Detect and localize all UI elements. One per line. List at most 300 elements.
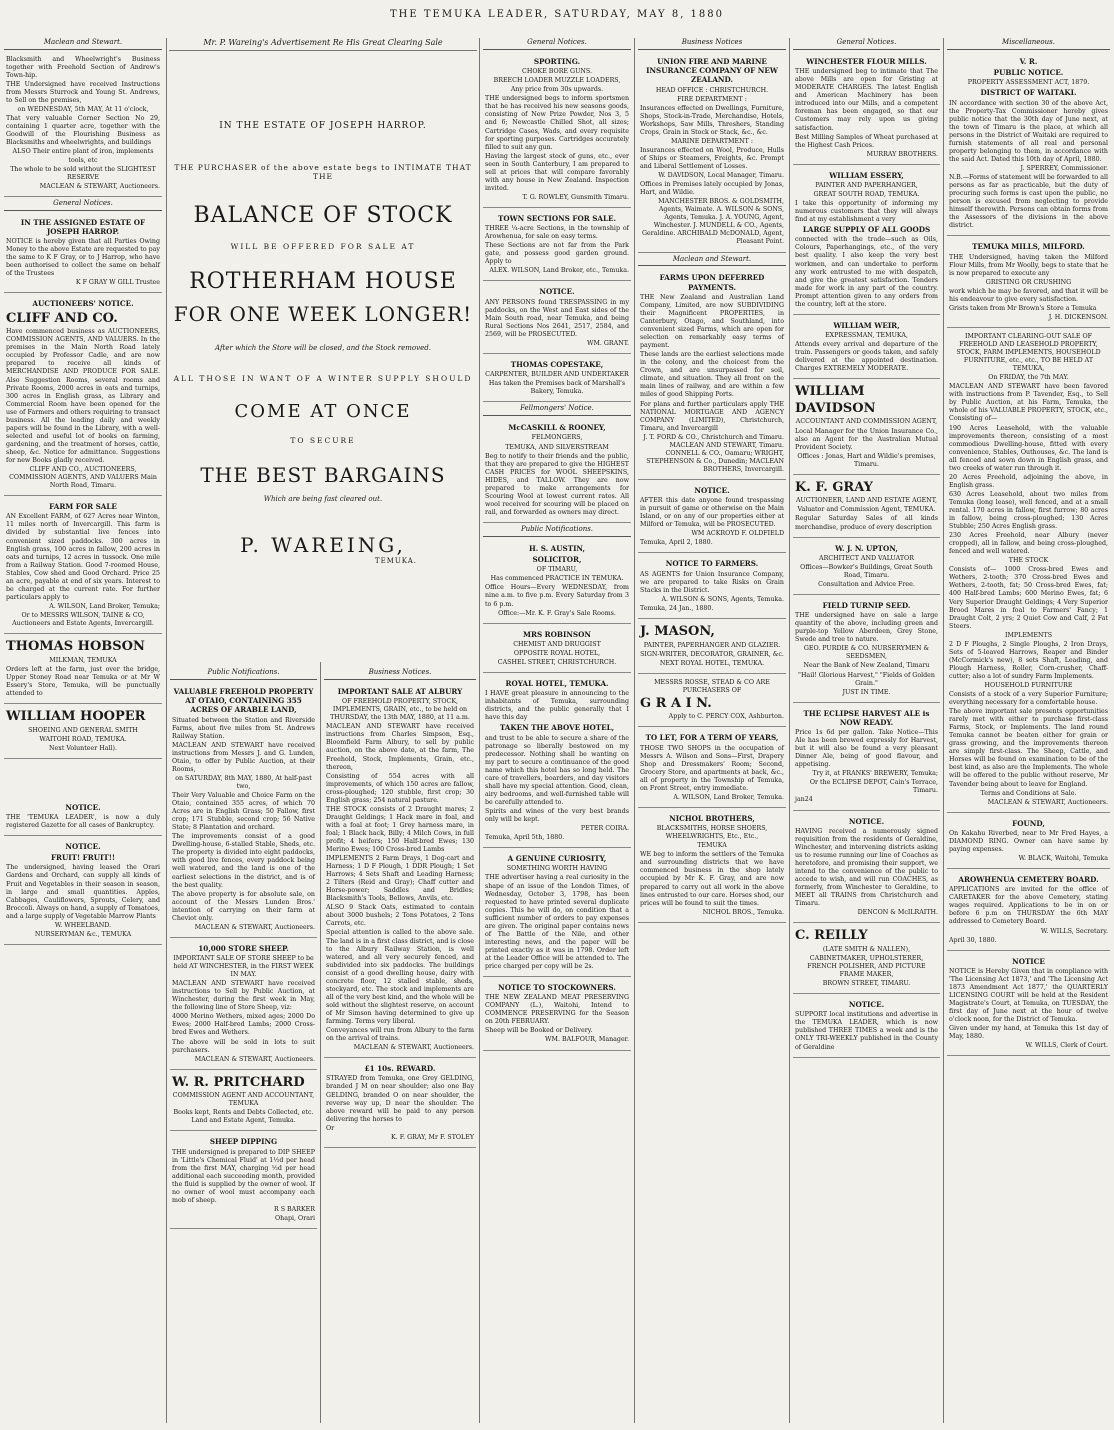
ad-address: WAITOHI ROAD, TEMUKA. [39, 735, 127, 743]
ad-town: TEMUKA. [374, 557, 417, 565]
ad-title: SPORTING. [533, 56, 581, 66]
ad-lot: 190 Acres Leasehold, with the valuable improvements thereon, consisting of a most commodious Dwelling-house, fitted with every convenience, Stables, Outhouses, &c. The land is all fenced and sown down in English grass, and two creeks of water run through it. [949, 424, 1108, 472]
ad-signature: GEO. PURDIE & CO. NURSERYMEN & SEEDSMEN, [803, 645, 930, 661]
ad-office: Offices : Jonas, Hart and Wildie's premises, Timaru. [797, 452, 936, 468]
turnip-seed-ad [793, 597, 940, 703]
ad-body: HAVING received a numerously signed requisition from the residents of Geraldine, Winchester, and intervening districts asking us to resume running our line of Coaches as heretofore, and promising their support, we intend to the convenience of the public to accede to wish, and will run COACHES, as formerly, from Winchester to Geraldine, to MEET all TRAINS from Christchurch and Timaru. [795, 827, 938, 908]
column-1 [4, 38, 162, 1423]
ad-body: THE undersigned have on sale a large quantity of the above, including green and purple-top Yellow Aberdeen, Grey Stone, Swede and tree to nature. [795, 612, 938, 644]
ad-name: WILLIAM ESSERY, [829, 170, 904, 180]
ad-title: TOWN SECTIONS FOR SALE. [497, 213, 617, 223]
ad-body: Price 1s 6d per gallon. Take Notice—This Ale has been brewed expressly for Harvest, but it will also be found a very pleasant Dinner Ale, being of good flavour, and appetising. [795, 729, 938, 769]
ad-date: On FRIDAY, the 7th MAY. [988, 374, 1069, 382]
ad-title: MILKMAN, TEMUKA [49, 656, 117, 664]
section-header: Business Notices [638, 38, 786, 50]
town-sections-ad [483, 210, 631, 282]
ad-balance: BALANCE OF STOCK [193, 203, 453, 228]
ad-stock: THE STOCK consists of 2 Draught mares; 2 Draught Geldings; 1 Hack mare in foal, and with a foal at foot; 1 Grey harness mare, in foal; 1 Black hack, Billy; 4 Milch Cows, in full profit; 4 heifers; 150 Half-bred Ewes; 130 Merino Ewes; 100 Cross-bred Lambs [326, 805, 474, 854]
ad-signature: T. G. ROWLEY, Gunsmith Timaru. [522, 193, 629, 201]
column-5 [638, 38, 786, 1423]
section-header: General Notices. [4, 199, 162, 211]
grain-ad [638, 676, 786, 728]
flour-mills-ad [793, 53, 940, 165]
ad-body: THE New Zealand and Australian Land Company, Limited, are now SUBDIVIDING their Magnificent PROPERTIES, in Canterbury, Otago, and Southland, into convenient sized Farms, which are open for selection on remarkably easy terms of payment. [640, 293, 784, 350]
ad-body: Insurances effected on Wool, Produce, Hulls of Ships or Steamers, Freights, &c. Prompt and Liberal Settlement of Losses. [640, 146, 784, 171]
ad-subtitle: SOMETHING WORTH HAVING [506, 865, 608, 873]
ad-signature: A. WILSON, Land Broker, Temuka; [49, 602, 160, 610]
fellmongers-ad [483, 419, 631, 523]
section-header: Maclean and Stewart. [4, 38, 162, 50]
ad-title: FOUND, [1012, 818, 1045, 828]
ad-name: C. REILLY [795, 928, 868, 944]
ad-name: McCASKILL & ROONEY, [508, 423, 606, 433]
ad-subtitle: IMPORTANT SALE OF STORE SHEEP to be held AT WINCHESTER, in the FIRST WEEK IN MAY. [173, 955, 314, 979]
ad-signature: K. F. GRAY, Mr F. STOLEY [391, 1133, 474, 1141]
ad-body: Spirits and wines of the very best brands only will be kept. [485, 808, 629, 824]
ad-signature: WM. GRANT. [586, 339, 629, 347]
ad-furniture: Consists of a stock of a very Superior Furniture; everything necessary for a comfortable house. [949, 691, 1108, 707]
ad-note: The above will be sold in lots to suit purchasers. [172, 1038, 315, 1054]
mason-ad [638, 621, 786, 674]
support-notice [793, 996, 940, 1057]
sporting-ad [483, 53, 631, 208]
ad-week: FOR ONE WEEK LONGER! [173, 302, 473, 326]
ad-date: on WEDNESDAY, 5th MAY, At 11 o'clock, [17, 106, 149, 114]
ad-title: TO LET, FOR A TERM OF YEARS, [645, 733, 779, 743]
ad-address: BROWN STREET, TIMARU. [822, 980, 911, 988]
ad-body: Attends every arrival and departure of the train. Passengers or goods taken, and safely delivered at the appointed destination. Charges EXTREMELY MODERATE. [795, 341, 938, 373]
column-rule [789, 38, 790, 1423]
ad-signature: DENCON & McILRAITH. [857, 909, 938, 917]
ad-title: PAINTER, PAPERHANGER AND GLAZIER. [643, 641, 781, 649]
section-header: General Notices. [483, 38, 631, 50]
ad-agents: MANCHESTER BROS. & GOLDSMITH, Agents, Waimate. A. WILSON & SONS, Agents, Temuka. J. A. YOUNG, Agent, Winchester. J. MUNDELL & CO., Agents, Geraldine. ARCHIBALD McDONALD, Agent, Pleasant Point. [642, 198, 784, 246]
ad-after: After which the Store will be closed, and the Stock removed. [215, 344, 431, 352]
ad-offices: Offices in Premises lately occupied by Jonas, Hart, and Wildie. [640, 181, 784, 197]
ad-body: THREE ¼-acre Sections, in the township of Arowhenua, for sale on easy terms. [485, 225, 629, 241]
ad-date: Temuka, 24 Jan., 1880. [640, 604, 714, 612]
ad-signature: MACLEAN & STEWART, Auctioneers. [353, 1044, 474, 1052]
ad-title: AROWHENUA CEMETERY BOARD. [958, 875, 1099, 885]
ad-title: MESSRS ROSSE, STEAD & CO ARE PURCHASERS OF [654, 678, 770, 694]
ad-body: Beg to notify to their friends and the public, that they are prepared to give the HIGHEST CASH PRICES for WOOL SHEEPSKINS, HIDES, and TALLOW. They are now prepared to make arrangements for Scouring Wool at lowest current rates. All wool received for scouring will be placed on rail, and forwarded as owners may direct. [485, 452, 629, 516]
ad-body: MACLEAN AND STEWART have received instructions from Charles Simpson, Esq., Bloomfield Farm Albury, to sell by public auction, on the above date, at the farm, The Freehold, Stock, Implements, Grain, etc., thereon, [326, 723, 474, 771]
ad-address: Near the Bank of New Zealand, Timaru [803, 662, 930, 670]
ad-consist: Consisting of 554 acres with all improvements, of which 150 acres are fallow, cross-ploughed; 120 stubble, first crop; 30 English grass; 254 natural pasture. [326, 772, 474, 804]
ad-signature: J. SPERREY, Commissioner. [1020, 165, 1108, 173]
ad-signature: W. WILLS, Clerk of Court. [1025, 1042, 1108, 1050]
ad-name: WILLIAM WEIR, [833, 320, 900, 330]
ad-body: I take this opportunity of informing my numerous customers that they will always find at my establishment a very [795, 200, 938, 224]
ad-also: ALSO Their entire plant of iron, implements tools, etc [12, 148, 154, 164]
ad-name: WILLIAM HOOPER [6, 708, 146, 724]
ad-title: CARPENTER, BUILDER AND UNDERTAKER [485, 371, 629, 379]
ad-name: NICHOL BROTHERS, [669, 813, 755, 823]
ad-body: THE Undersigned, having taken the Milford Flour Mills, from Mr Woolly, begs to state that he is now prepared to execute any [949, 253, 1108, 277]
ad-stock: Consists of— 1000 Cross-bred Ewes and Wethers, 2-tooth; 370 Cross-bred Ewes and Wethers, 2-tooth, fat; 50 Cross-bred Ewes, fat; 400 Half-bred Lambs; 600 Merino Ewes, fat; 6 Very Superior Draught Geldings; 4 Very Superior Brood Mares in foal to Farmers' Fancy; 1 Draught Colt, 2 yrs; 2 Quiet Cow and Calf, 2 Fat Steers. [949, 566, 1108, 630]
clearing-sale-ad [947, 330, 1110, 813]
hobson-ad [4, 636, 162, 704]
ackroyd-notice [638, 482, 786, 554]
essery-ad [793, 167, 940, 315]
ad-name: MRS ROBINSON [523, 629, 591, 639]
robinson-ad [483, 626, 631, 673]
ad-signature: MACLEAN & STEWART, Auctioneers. [194, 923, 315, 931]
ad-note: The above property is for absolute sale, on account of the Messrs Lunden Bros.' intention of carrying on their farm at Cheviot only. [172, 890, 315, 922]
ad-price: Any price from 30s upwards. [510, 86, 604, 94]
ad-title: AUCTIONEER, LAND AND ESTATE AGENT, [795, 497, 938, 505]
found-ad [947, 815, 1110, 869]
ad-title: FARM FOR SALE [49, 502, 117, 512]
ad-title: SOLICITOR, [532, 555, 582, 565]
ad-signature: PETER COIRA. [580, 825, 629, 833]
ad-lot: 20 Acres Freehold, adjoining the above, in English grass. [949, 473, 1108, 489]
ad-body: and trust to be able to secure a share of the patronage so liberally bestowed on my predecessor. Nothing shall be wanting on my part to secure a continuance of the good name which this hotel has so long held. The care of travellers, boarders, and day visitors shall have my special attention. Good, clean, airy bedrooms, and well-furnished table will be carefully attended to. [485, 734, 629, 806]
coaches-notice [793, 813, 940, 924]
store-sheep-ad [170, 940, 317, 1070]
ad-reserve: The whole to be sold without the SLIGHTEST RESERVE [10, 165, 156, 181]
ad-come: COME AT ONCE [234, 401, 412, 422]
ad-title: FELMONGERS, [531, 434, 583, 442]
ad-special: Special attention is called to the above sale. The land is in a first class district, and is close to the Albury Railway Station, is well watered, and all very securely fenced, and subdivided into six paddocks. The buildings consist of a good dwelling house, dairy with concrete floor, 12 stalled stable, sheds, stockyard, etc. The stock and implements are all of the very best kind, and the whole will be sold without the slightest reserve, on account of Mr Simson having determined to give up farming. Terms very liberal. [326, 929, 474, 1025]
ad-signature: MURRAY BROTHERS. [866, 150, 938, 158]
ad-body: MACLEAN AND STEWART have received instructions to Sell by Public Auction, at Winchester, during the first week in May, the following line of Store Sheep, viz: [172, 980, 315, 1012]
ad-signature: W. BLACK, Waitohi, Temuka [1018, 855, 1108, 863]
blacksmith-ad [4, 53, 162, 197]
ad-signature: WM ACKROYD F. OLDFIELD [691, 530, 784, 538]
section-header: Business Notices. [324, 668, 476, 680]
pritchard-ad [170, 1072, 317, 1132]
ad-body: Local Manager for the Union Insurance Co., also an Agent for the Australian Mutual Provident Society. [795, 427, 938, 451]
column-rule [943, 38, 944, 1423]
ad-subtitle: GRISTING OR CRUSHING [985, 278, 1072, 286]
ad-title: NOTICE. [539, 287, 575, 297]
column-7 [947, 38, 1110, 1423]
ad-improvements: The improvements consist of a good Dwelling-house, 6-stalled Stable, Sheds, etc. The property is divided into eight paddocks, with good live fences, every paddock being well watered, and the land is one of the earliest selections in the district, and is of the best quality. [172, 833, 315, 889]
licensing-notice [947, 953, 1110, 1057]
ad-title: NOTICE TO STOCKOWNERS. [498, 983, 616, 993]
ad-note: Consultation and Advice Free. [818, 580, 915, 588]
ad-signature: R S BARKER [273, 1206, 315, 1214]
ad-want: ALL THOSE IN WANT OF A WINTER SUPPLY SHOULD [173, 374, 473, 383]
otaio-ad [170, 683, 317, 938]
column-rule [634, 38, 635, 1423]
ad-title: ROYAL HOTEL, TEMUKA. [505, 678, 609, 688]
albury-sale-ad [324, 683, 476, 1058]
ad-title: WINCHESTER FLOUR MILLS. [806, 56, 927, 66]
ad-address: CASHEL STREET, CHRISTCHURCH. [497, 658, 617, 666]
ad-subtitle: SIGN-WRITER, DECORATOR, GRAINER, &c. [640, 650, 784, 658]
ad-body: Sheep will be Booked or Delivery. [485, 1027, 593, 1035]
ad-place: TEMUKA [697, 842, 727, 850]
ad-agents: J. T. FORD & CO., Christchurch and Timaru. MACLEAN AND STEWART, Timaru. CONNELL & CO., Oamaru; WRIGHT, STEPHENSON & Co., Dunedin; MACLEAN BROTHERS, Invercargill. [643, 433, 784, 473]
ad-house: ROTHERHAM HOUSE [189, 269, 457, 294]
ad-place: Ohapi, Orari [275, 1215, 315, 1223]
ad-implements: 2 D F Ploughs, 2 Single Ploughs, 2 Iron Drays, Sets of 5-leaved Harrows, Reaper and Binder (McCormick's new), 8 sets Shaft, Leading, and Plough Harness, Roller, Corn-crusher, Chaff-cutter; also a lot of sundry Farm Implements. [949, 640, 1108, 680]
ad-subtitle: IMPLEMENTS [1004, 631, 1053, 639]
sheep-dipping-ad [170, 1133, 317, 1229]
reward-ad [324, 1060, 476, 1148]
ad-body: Situated between the Station and Riverside Farms, about five miles from St. Andrews Railway Station. [172, 716, 315, 740]
ad-title: NOTICE. [65, 802, 101, 812]
ad-word: G R A I N. [640, 695, 712, 711]
ad-vr: V. R. [1019, 56, 1038, 66]
ad-body: MACLEAN AND STEWART have been favored with instructions from P. Tavender, Esq., to Sell by Public Auction, at his Farm, Temuka, the whole of his VALUABLE PROPERTY, STOCK, etc., Consisting of— [949, 383, 1108, 423]
ad-title: PAINTER AND PAPERHANGER, [815, 181, 918, 189]
curiosity-ad [483, 850, 631, 977]
ad-list: 4000 Merino Wethers, mixed ages; 2000 Do Ewes; 2000 Half-bred Lambs; 2000 Cross-bred Ewes and Wethers. [172, 1013, 315, 1037]
ad-name: P. WAREING, [240, 533, 406, 557]
farm-ad [4, 498, 162, 634]
ad-body: WE beg to inform the settlers of the Temuka and surrounding districts that we have commenced business in the shop lately occupied by Mr K. F. Gray, and are now prepared to carry out all work in the above lines entrusted to our care. Horses shod, our prices will be found to suit the times. [640, 851, 784, 907]
cliff-ad [4, 295, 162, 496]
union-insurance-ad [638, 53, 786, 253]
deferred-farms-ad [638, 269, 786, 479]
ad-header: Mr. P. Wareing's Advertisement Re His Great Clearing Sale [169, 38, 477, 51]
ad-convey: Conveyances will run from Albury to the farm on the arrival of trains. [326, 1027, 474, 1043]
ad-terms: Terms and Conditions at Sale. [980, 789, 1077, 797]
ad-signature: WM. BALFOUR, Manager. [545, 1036, 629, 1044]
ad-lot: 230 Acres Freehold, near Albury (never cropped), all in fallow, and being cross-ploughed, fenced and well watered. [949, 532, 1108, 556]
ad-body: THOSE TWO SHOPS in the occupation of Messrs A. Wilson and Sons—First, Drapery Shop and Dressmakers' Room; Second, Grocery Store, and apartments at back, &c., all of property in the Township of Temuka, on Front Street, entry immediate. [640, 744, 784, 792]
ad-title: 10,000 STORE SHEEP. [198, 943, 289, 953]
ad-body: For plans and further particulars apply THE NATIONAL MORTGAGE AND AGENCY COMPANY (LIMITED), Christchurch, Timaru, and Invercargill [640, 400, 784, 432]
ad-title: A GENUINE CURIOSITY, [507, 854, 607, 864]
farmers-notice [638, 555, 786, 618]
ad-note: (LATE SMITH & NALLEN), [822, 945, 911, 953]
ad-hours: Office Hours—Every WEDNESDAY, from nine a.m. to five p.m. Every Saturday from 3 to 6 p.m. [485, 584, 629, 608]
ad-body: APPLICATIONS are invited for the office of CARETAKER for the above Cemetery, stating wages required. Applications to be in on or before 6 p.m on THURSDAY the 6th MAY addressed to Cemetery Board. [949, 886, 1108, 926]
ad-supply: LARGE SUPPLY OF ALL GOODS [802, 225, 931, 235]
ad-body: AFTER this date anyone found trespassing in pursuit of game or otherwise on the Main Island, or on any of our properties either at Milford or Temuka, will be PROSECUTED. [640, 497, 784, 529]
section-header: Maclean and Stewart. [638, 255, 786, 267]
ad-body: THE NEW ZEALAND MEAT PRESERVING COMPANY (L.), Waitohi, Intend to COMMENCE PRESERVING for the Season on 20th FEBRUARY. [485, 994, 629, 1026]
ad-try: Try it, at FRANKS' BREWERY, Temuka; [812, 770, 938, 778]
ad-subtitle: FRUIT! FRUIT!! [50, 853, 116, 863]
ad-implements: IMPLEMENTS 2 Farm Drays, 1 Dog-cart and Harness; 1 D F Plough, 1 DDR Plough; 1 Set Harrows; 4 Sets Shaft and Leading Harness; 2 Tilters (Reid and Gray); Chaff cutter and Horse-power; Saddles and Bridles; Blacksmith's Tools, Bellows, Anvils, etc. [326, 855, 474, 903]
ad-name: K. F. GRAY [795, 479, 873, 495]
ad-body: ANY PERSONS found TRESPASSING in my paddocks, on the West and East sides of the Main South road, near Temuka, and being Rural Sections Nos 2641, 2517, 2584, and 2569, will be PROSECUTED. [485, 298, 629, 338]
ad-subtitle: THE STOCK [1008, 557, 1049, 565]
harvest-ale-ad [793, 705, 940, 811]
ad-or: Or the ECLIPSE DEPOT, Cain's Terrace, Timaru. [809, 779, 938, 795]
ad-place: OPPOSITE ROYAL HOTEL, [513, 649, 601, 657]
ad-nb: N.B.—Forms of statement will be forwarded to all persons as far as practicable, but the duty of procuring such forms is cast upon the public, no person is excused from neglecting to provide himself therewith. Persons can obtain forms from the Assessors of the divisions in the above district. [949, 174, 1108, 230]
ad-title: FARMS UPON DEFERRED PAYMENTS. [659, 273, 765, 292]
kf-gray-ad [793, 477, 940, 538]
ad-date: jan24 [795, 796, 813, 804]
ad-signature: Or to MESSRS WILSON, TAINE & CO, Auctioneers and Estate Agents, Invercargill. [12, 611, 154, 627]
ad-also: ALSO 9 Stack Oats, estimated to contain about 3000 bushels; 2 Tons Potatoes, 2 Tons Carrots, etc. [326, 904, 474, 928]
ad-quote: "Hail! Glorious Harvest," "Fields of Golden Grain." [798, 671, 935, 687]
ad-signature: K F GRAY W GILL Trustee [75, 279, 160, 287]
ad-estate: IN THE ESTATE OF JOSEPH HARROP. [219, 121, 427, 131]
ad-signature: A. WILSON, Land Broker, Temuka. [673, 793, 784, 801]
ad-title: TEMUKA MILLS, MILFORD. [972, 242, 1085, 252]
ad-body: These lands are the earliest selections made in the colony, and the choicest from the Crown, and are unsurpassed for soil, climate, and situation. They all front on the main lines of railway, and are within a few miles of good Shipping Ports. [640, 351, 784, 399]
ad-body: The undersigned, having leased the Orari Gardens and Orchard, can supply all kinds of Fruit and Vegetables in their season in season, in large and small quantities. Apples, Cabbages, Cauliflowers, Sprouts, Celery, and Broccoli. Always on hand, a supply of Tomatoes, and a large supply of Vegetable Marrow Plants [6, 864, 160, 920]
ad-body: connected with the trade—such as Oils, Colours, Paperhangings, etc., of the very best quality. I also keep the very best workmen, and can undertake to perform any work entrusted to me with despatch, and give the greatest satisfaction. Tenders made for work in any part of the country. Prompt attention given to any orders from the country, left at the store. [795, 236, 938, 308]
ad-title: IMPORTANT CLEARING-OUT SALE OF FREEHOLD AND LEASEHOLD PROPERTY, STOCK, FARM IMPLEMENTS, HOUSEHOLD FURNITURE, etc., etc., TO BE HELD AT TEMUKA, [956, 333, 1101, 373]
ad-signature: W. DAVIDSON, Local Manager, Timaru. [658, 172, 784, 180]
ad-signature: J. H. DICKENSON. [1048, 313, 1108, 321]
masthead: THE TEMUKA LEADER, SATURDAY, MAY 8, 1880 [390, 9, 724, 20]
ad-body: Insurances effected on Dwellings, Furniture, Shops, Stock-in-Trade, Merchandise, Hotels, Workshops, Saw Mills, Threshers, Standing Crops, Grain in Stock or Stack, &c., &c. [640, 104, 784, 136]
ad-body: Having the largest stock of guns, etc., ever seen in South Canterbury, I am prepared to sell at prices that will compare favorably with any house in New Zealand. Inspection invited. [485, 152, 629, 192]
austin-ad [483, 540, 631, 624]
ad-title: FIELD TURNIP SEED. [822, 600, 911, 610]
ad-date: on SATURDAY, 8th MAY, 1880, At half-past two, [175, 774, 312, 790]
ad-body: SUPPORT local institutions and advertise in the TEMUKA LEADER, which is now published THREE TIMES a week and is the ONLY TRI-WEEKLY published in the County of Geraldine [795, 1011, 938, 1051]
weir-ad [793, 317, 940, 379]
reilly-ad [793, 925, 940, 994]
ad-title: NOTICE. [848, 816, 885, 826]
royal-hotel-ad [483, 675, 631, 848]
ad-address: NEXT ROYAL HOTEL, TEMUKA. [659, 659, 765, 667]
section-header: Miscellaneous. [947, 38, 1110, 50]
ad-name: W. J. N. UPTON, [835, 543, 898, 553]
ad-body: Offices—Bowker's Buildings, Great South Road, Timaru. [800, 563, 933, 579]
ad-office: HEAD OFFICE : CHRISTCHURCH. [655, 86, 769, 94]
ad-subtitle: HOUSEHOLD FURNITURE [984, 681, 1073, 689]
ad-lot: 630 Acres Leasehold, about two miles from Temuka (long lease), well fenced, and at a small rental. 170 acres in fallow, first furrow; 80 acres in fallow, being cross-ploughed; 130 Acres Stubble; 250 Acres English grass. [949, 490, 1108, 531]
ad-intro: THE PURCHASER of the above estate begs to INTIMATE THAT THE [174, 163, 472, 181]
ad-signature: CLIFF AND CO., AUCTIONEERS, COMMISSION AGENTS, AND VALUERS Main North Road, Timaru. [9, 466, 157, 490]
ad-title: NOTICE [1012, 956, 1045, 966]
ad-body: On Kakahu Riverbed, near to Mr Fred Hayes, a DIAMOND RING. Owner can have same by paying expenses. [949, 829, 1108, 853]
ad-body: These Sections are not far from the Park gate, and possess good garden ground. Apply to [485, 242, 629, 266]
ad-date: Temuka, April 2, 1880. [640, 539, 713, 547]
section-header: Public Notifications. [483, 525, 631, 537]
wareing-clearing-sale-ad [169, 38, 477, 658]
ad-details: Their Very Valuable and Choice Farm on the Otaio, contained 355 acres, of which 70 Acres are in English Grass; 50 Fallow, first crop; 171 Stubble, second crop; 56 Native State; 8 Plantation and orchard. [172, 792, 315, 832]
ad-title: SHEEP DIPPING [209, 1137, 278, 1147]
ad-name: CLIFF AND CO. [6, 310, 118, 326]
ad-body: THE advertiser having a real curiosity in the shape of an issue of the London Times, of Wednesday, October 3, 1798, has been requested to have printed several duplicate copies. This he will do, on condition that a sufficient number of orders to pay expenses are given. The original paper contains news of The Battle of the Nile, and other interesting news, and the paper will be printed exactly as it was in 1798. Order left at the Leader Office will be attended to. The price charged per copy will be 2s. [485, 874, 629, 970]
ad-title: IMPORTANT SALE AT ALBURY [337, 686, 463, 696]
ad-body: Regular Saturday Sales of all kinds merchandise, produce of every description [795, 515, 938, 531]
ad-title: PUBLIC NOTICE. [993, 68, 1064, 78]
ad-body: I HAVE great pleasure in announcing to the inhabitants of Temuka, surrounding districts, and the public generally that I have this day [485, 690, 629, 722]
ad-body: THE undersigned beg to intimate that The above Mills are open for Gristing at MODERATE CHARGES. The latest English and American Machinery has been introduced into our Mills, and a competent foreman has been engaged, so that our Customers may rely upon us giving satisfaction. [795, 68, 938, 132]
ad-title: VALUABLE FREEHOLD PROPERTY AT OTAIO, CONTAINING 355 ACRES OF ARABLE LAND, [173, 686, 314, 715]
ad-body: Best Milling Samples of Wheat purchased at the Highest Cash Prices. [795, 133, 938, 149]
ad-signature: MACLEAN & STEWART, Auctioneers. [194, 1055, 315, 1063]
ad-or: Or [326, 1124, 335, 1132]
column-rule [320, 662, 321, 1423]
ad-address: GREAT SOUTH ROAD, TEMUKA. [813, 190, 920, 198]
section-header: General Notices. [793, 38, 940, 50]
ad-district: DISTRICT OF WAITAKI. [980, 88, 1077, 98]
ad-line: BREECH LOADER MUZZLE LOADERS, [493, 77, 621, 85]
ad-name: W. R. PRITCHARD [172, 1074, 305, 1090]
column-rule [166, 38, 167, 1423]
ad-body: Have commenced business as AUCTIONEERS, COMMISSION AGENTS, AND VALUERS. In the premises in the Main North Road lately occupied by Professor Cadle, and are now prepared to receive all kinds of MERCHANDISE AND PRODUCE FOR SALE. Also Suggestion Rooms, several rooms and Private Rooms, 2000 acres in oats and turnips, 300 acres in English grass, as Library and Commercial Room have been opened for the use of Farmers and others requiring to transact business. All the leading daily and weekly papers will be found in the Library, with a well-selected and useful lot of books on farming, gardening, and the treatment of horses, cattle, sheep, &c. Notice for admittance. Suggestions for new Books gladly received. [6, 328, 160, 464]
milford-mills-ad [947, 238, 1110, 328]
copestake-ad [483, 356, 631, 402]
ad-body: Orders left at the farm, just over the bridge, Upper Stoney Road near Temuka or at Mr W Essery's Store, Temuka, will be punctually attended to [6, 665, 160, 697]
ad-date: Temuka, April 5th, 1880. [485, 834, 565, 842]
ad-body: STRAYED from Temuka, one Grey GELDING, branded J M on near shoulder; also one Bay GELDING, branded O on near shoulder, the reverse way up, D near the shoulder. The above reward will be paid to any person delivering the horses to [326, 1075, 474, 1123]
ad-title: CHEMIST AND DRUGGIST [513, 640, 601, 648]
ad-body: THE Undersigned have received Instructions from Messrs Sturrock and Young St. Andrews, to Sell on the premises, [6, 81, 160, 105]
to-let-ad [638, 729, 786, 808]
ad-title: THE ECLIPSE HARVEST ALE is NOW READY. [803, 708, 930, 727]
ad-name: J. MASON, [640, 623, 715, 639]
ad-signature: MACLEAN & STEWART, Auctioneers. [987, 798, 1108, 806]
ad-place: TEMUKA, AND SILVERSTREAM [505, 443, 609, 451]
ad-body: Given under my hand, at Temuka this 1st day of May, 1880. [949, 1025, 1108, 1041]
column-rule [479, 38, 480, 1423]
ad-cleared: Which are being fast cleared out. [263, 495, 383, 503]
ad-title: £1 10s. REWARD. [364, 1064, 436, 1074]
ad-title: ARCHITECT AND VALUATOR [819, 554, 914, 562]
harrop-notice [4, 214, 162, 294]
ad-subtitle: Valuator and Commission Agent, TEMUKA. [797, 506, 936, 514]
ad-subtitle: MARINE DEPARTMENT : [671, 137, 753, 145]
ad-name: THOMAS HOBSON [6, 639, 145, 655]
ad-office: Office:—Mr. K. F. Gray's Sale Rooms. [498, 609, 616, 617]
ad-title: CABINETMAKER, UPHOLSTERER, FRENCH POLISHER, AND PICTURE FRAME MAKER, [807, 954, 926, 979]
column-2b [170, 668, 317, 1423]
ad-title: NOTICE. [694, 485, 730, 495]
ad-body: Has taken the Premises back of Marshall's Bakery, Temuka. [488, 380, 626, 396]
ad-note: Next Volunteer Hall). [49, 744, 117, 752]
ad-body: AN Excellent FARM, of 627 Acres near Winton, 11 miles north of Invercargill. This farm is divided by substantial live fences into convenient sized paddocks. 300 acres in English grass, 100 acres in fallow, 200 acres in oats and turnips, 12 acres in tussock. One mile from a Railway Station. Good 7-roomed House, Stables, Cow shed and Good Orchard. Price 25 an acre, payable at end of six years. Interest to be charged at the current rate. For further particulars apply to [6, 513, 160, 601]
ad-signature: NICHOL BROS., Temuka. [702, 908, 784, 916]
fruit-ad [4, 838, 162, 945]
ad-date: April 30, 1880. [949, 936, 997, 944]
stockowners-ad [483, 979, 631, 1051]
assessment-notice [947, 53, 1110, 236]
ad-title: SHOEING AND GENERAL SMITH [28, 726, 138, 734]
ad-title: ACCOUNTANT AND COMMISSION AGENT, [795, 418, 938, 426]
ad-name: THOMAS COPESTAKE, [510, 359, 604, 369]
ad-taken: TAKEN THE ABOVE HOTEL, [499, 723, 615, 733]
ad-title: IN THE ASSIGNED ESTATE OF JOSEPH HARROP. [20, 217, 146, 236]
ad-title: EXPRESSMAN, TEMUKA, [825, 332, 908, 339]
ad-time: JUST IN TIME. [842, 688, 891, 696]
ad-body: THE undersigned begs to inform sportsmen that he has received his new seasons goods, consisting of New Prize Powder, Nos 3, 5 and 6; Newcastle Chilled Shot, all sizes; Cartridge Cases, Wads, and every requisite for sporting purposes. Cartridges accurately filled to suit any gun. [485, 95, 629, 151]
ad-secure: TO SECURE [290, 436, 356, 445]
ad-place: OF TIMARU, [536, 566, 578, 574]
ad-title: NOTICE. [848, 1000, 885, 1010]
ad-subtitle: PROPERTY ASSESSMENT ACT, 1879. [967, 79, 1090, 87]
nichol-ad [638, 810, 786, 923]
ad-title: AUCTIONEERS' NOTICE. [32, 299, 134, 309]
section-header: Public Notifications. [170, 668, 317, 680]
column-3 [324, 668, 476, 1423]
ad-best: THE BEST BARGAINS [200, 463, 446, 487]
gazette-notice [4, 799, 162, 836]
ad-title: COMMISSION AGENT AND ACCOUNTANT, TEMUKA [172, 1092, 315, 1108]
column-6 [793, 38, 940, 1423]
ad-signature: NURSERYMAN &c., TEMUKA [34, 930, 132, 938]
trespass-notice [483, 283, 631, 354]
hooper-ad [4, 706, 162, 759]
ad-signature: ALEX. WILSON, Land Broker, etc., Temuka. [489, 267, 629, 275]
ad-body: THE undersigned is prepared to DIP SHEEP in 'Little's Chemical Fluid' at 1½d per head from the first MAY, charging ½d per head additional each succeeding month, provided the fluid is supplied by the owner of wool. If no owner of wool must accompany each mob of sheep. [172, 1148, 315, 1204]
ad-body: Has commenced PRACTICE IN TEMUKA. [490, 575, 624, 583]
ad-body: NOTICE is Hereby Given that in compliance with 'The Licensing Act 1873,' and 'The Licensing Act 1873 Amendment Act 1877,' the QUARTERLY LICENSING COURT will be held at the Resident Magistrate's Court, at Temuka, on TUESDAY, the first day of June next at the hour of twelve o'clock noon, for the District of Temuka. [949, 967, 1108, 1024]
section-header: Fellmongers' Notice. [483, 404, 631, 416]
ad-body: Books kept, Rents and Debts Collected, etc. Land and Estate Agent, Temuka. [173, 1109, 314, 1125]
ad-lead: Blacksmith and Wheelwright's Business together with Freehold Section of Andrew's Town-hip. [6, 55, 160, 80]
ad-title: BLACKSMITHS, HORSE SHOERS, WHEELWRIGHTS, Etc., Etc., [656, 825, 768, 841]
ad-body: IN accordance with section 30 of the above Act, the Property-Tax Commissioner hereby gives public notice that the 30th day of June next, at the town of Timaru is the place, at which all persons in the District of Waitaki are required to furnish statements of all real and personal property belonging to them, in accordance with the said Act. Dated this 10th day of April, 1880. [949, 99, 1108, 163]
ad-note: Grists taken from Mr Brown's Store a Temuka [949, 304, 1097, 312]
ad-offered: WILL BE OFFERED FOR SALE AT [230, 242, 416, 251]
